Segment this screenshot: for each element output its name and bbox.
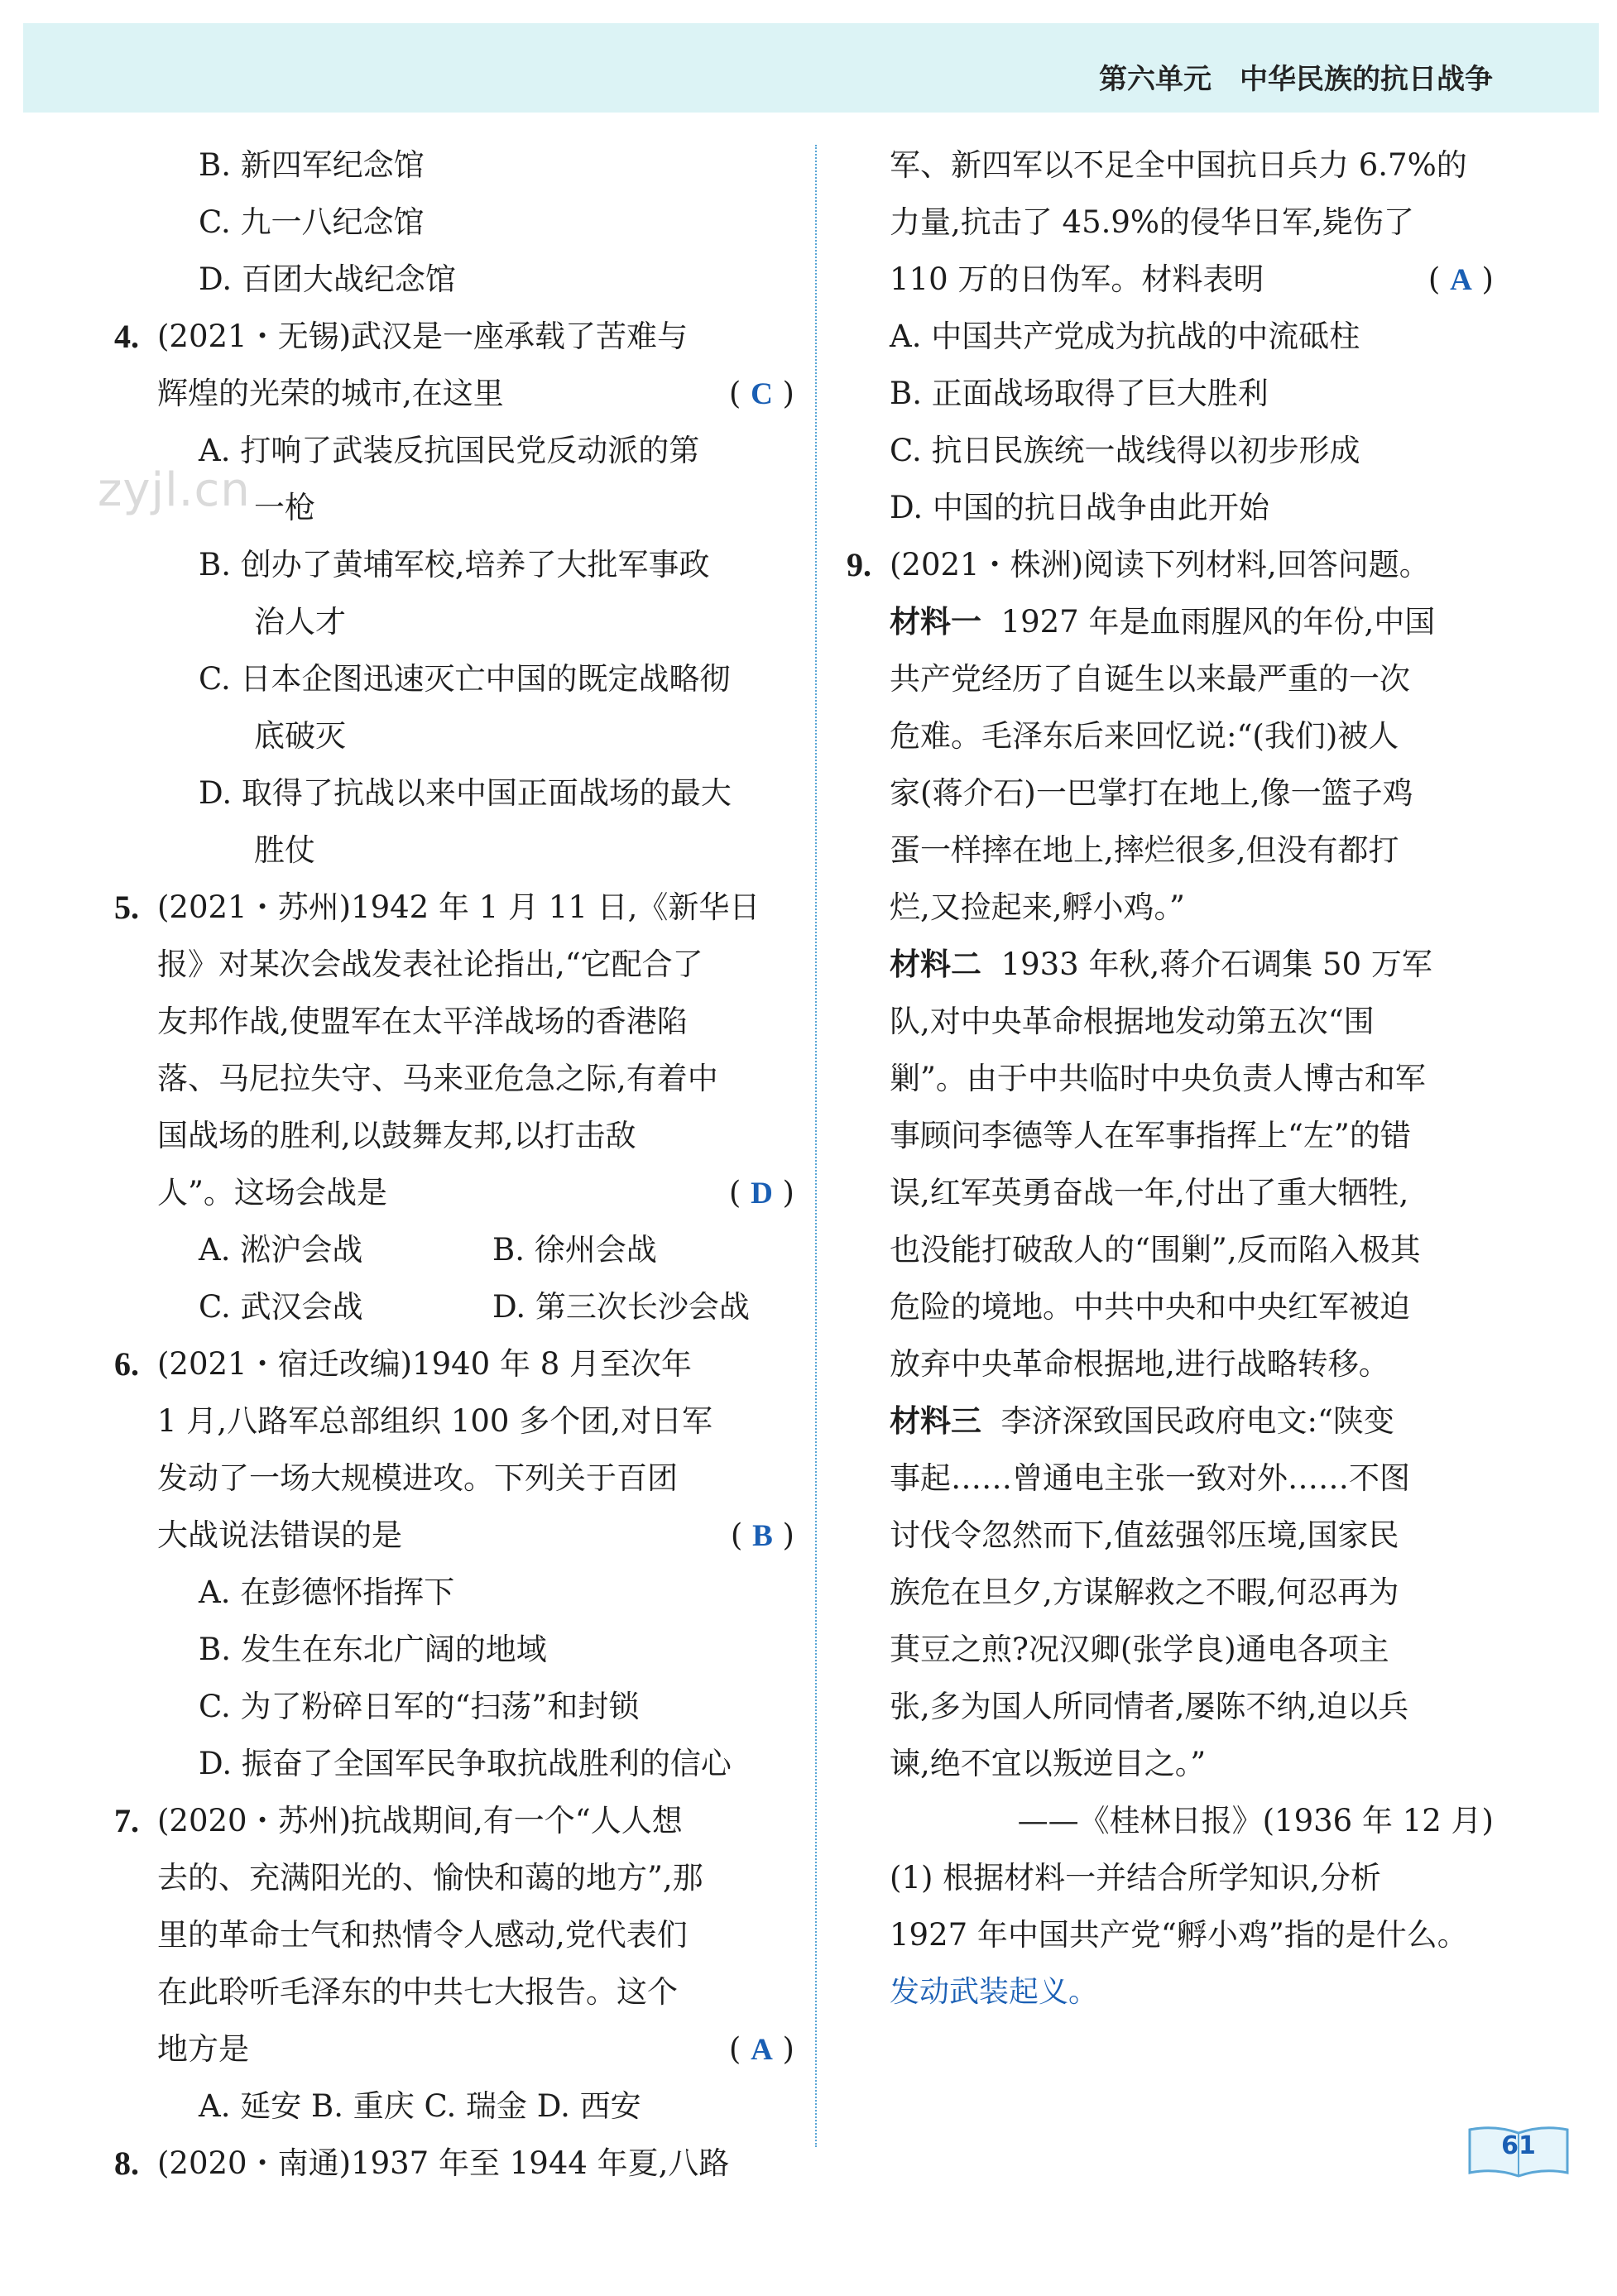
q8-number: 8. [114, 2145, 139, 2182]
q5-options-cd: C. 武汉会战 D. 第三次长沙会战 [199, 1289, 750, 1325]
material-1-label: 材料一 [890, 603, 981, 640]
q4-option-c-cont: 底破灭 [254, 718, 346, 754]
material-2-label: 材料二 [890, 946, 981, 982]
q7-line-5: 地方是 ( A ) [157, 2020, 794, 2078]
q4-answer: ( C ) [728, 376, 794, 411]
q7-line-4: 在此聆听毛泽东的中共七大报告。这个 [157, 1974, 678, 2010]
q4-line-2: 辉煌的光荣的城市,在这里 ( C ) [157, 365, 794, 422]
q7-line-3: 里的革命士气和热情令人感动,党代表们 [157, 1917, 688, 1953]
q9-sub1-answer: 发动武装起义。 [890, 1975, 1099, 2009]
q7-line-2: 去的、充满阳光的、愉快和蔼的地方”,那 [157, 1860, 703, 1896]
material-2-line-1: 材料二 1933 年秋,蒋介石调集 50 万军 [890, 946, 1432, 982]
q7-options: A. 延安 B. 重庆 C. 瑞金 D. 西安 [199, 2088, 641, 2124]
page-number: 61 [1501, 2131, 1536, 2160]
unit-title: 中华民族的抗日战争 [1240, 63, 1493, 96]
q9-sub1-line-1: (1) 根据材料一并结合所学知识,分析 [890, 1860, 1381, 1896]
q8-line-1: 8. (2020・南通)1937 年至 1944 年夏,八路 [157, 2135, 794, 2192]
q5-answer: ( D ) [728, 1175, 794, 1210]
q3-option-d: D. 百团大战纪念馆 [199, 261, 456, 297]
material-1-line-2: 共产党经历了自诞生以来最严重的一次 [890, 661, 1410, 697]
left-column [114, 137, 794, 2192]
material-1-line-5: 蛋一样摔在地上,摔烂很多,但没有都打 [890, 832, 1399, 868]
unit-header [1099, 56, 1493, 97]
q5-line-6: 人”。这场会战是 ( D ) [157, 1164, 794, 1221]
q4-option-a-cont: 一枪 [254, 490, 315, 525]
q6-number: 6. [114, 1345, 139, 1383]
material-3-source: ——《桂林日报》(1936 年 12 月) [1017, 1803, 1494, 1838]
q6-option-d: D. 振奋了全国军民争取抗战胜利的信心 [199, 1746, 732, 1781]
q4-option-d: D. 取得了抗战以来中国正面战场的最大 [199, 775, 732, 811]
unit-number: 第六单元 [1099, 63, 1212, 96]
q3-option-c: C. 九一八纪念馆 [199, 204, 425, 240]
material-3-line-7: 谏,绝不宜以叛逆目之。” [890, 1746, 1207, 1781]
q4-option-a: A. 打响了武装反抗国民党反动派的第 [199, 433, 700, 468]
q4-number: 4. [114, 318, 139, 355]
q7-number: 7. [114, 1802, 139, 1839]
q9-sub1-line-2: 1927 年中国共产党“孵小鸡”指的是什么。 [890, 1917, 1468, 1953]
watermark-logo: zyjl.cn [98, 463, 251, 517]
material-1-line-3: 危难。毛泽东后来回忆说:“(我们)被人 [890, 718, 1399, 754]
q8-option-a: A. 中国共产党成为抗战的中流砥柱 [890, 319, 1360, 354]
q6-option-a: A. 在彭德怀指挥下 [199, 1575, 455, 1610]
q6-line-3: 发动了一场大规模进攻。下列关于百团 [157, 1460, 678, 1496]
material-3-line-5: 萁豆之煎?况汉卿(张学良)通电各项主 [890, 1632, 1389, 1667]
material-2-line-7: 危险的境地。中共中央和中央红军被迫 [890, 1289, 1410, 1325]
q8-line-4: 110 万的日伪军。材料表明 ( A ) [890, 251, 1494, 308]
material-2-line-2: 队,对中央革命根据地发动第五次“围 [890, 1004, 1375, 1039]
q4-option-b: B. 创办了黄埔军校,培养了大批军事政 [199, 547, 710, 582]
q4-line-1: 4. (2021・无锡)武汉是一座承载了苦难与 [157, 308, 794, 365]
material-1-line-4: 家(蒋介石)一巴掌打在地上,像一篮子鸡 [890, 775, 1413, 811]
q6-line-4: 大战说法错误的是 ( B ) [157, 1507, 794, 1564]
q5-line-5: 国战场的胜利,以鼓舞友邦,以打击敌 [157, 1118, 636, 1153]
material-1-line-1: 材料一 1927 年是血雨腥风的年份,中国 [890, 603, 1436, 640]
q5-options-ab: A. 淞沪会战 B. 徐州会战 [199, 1232, 657, 1268]
q5-line-1: 5. (2021・苏州)1942 年 1 月 11 日,《新华日 [157, 879, 794, 936]
q4-option-d-cont: 胜仗 [254, 832, 315, 868]
q6-option-c: C. 为了粉碎日军的“扫荡”和封锁 [199, 1689, 640, 1724]
material-3-line-3: 讨伐令忽然而下,值兹强邻压境,国家民 [890, 1517, 1399, 1553]
q6-line-1: 6. (2021・宿迁改编)1940 年 8 月至次年 [157, 1335, 794, 1392]
column-divider [815, 145, 817, 2147]
q6-answer: ( B ) [730, 1517, 794, 1553]
q6-line-2: 1 月,八路军总部组织 100 多个团,对日军 [157, 1403, 713, 1439]
q5-line-3: 友邦作战,使盟军在太平洋战场的香港陷 [157, 1004, 688, 1039]
material-3-line-4: 族危在旦夕,方谋解救之不暇,何忍再为 [890, 1575, 1399, 1610]
material-3-label: 材料三 [890, 1402, 981, 1439]
q8-option-c: C. 抗日民族统一战线得以初步形成 [890, 433, 1360, 468]
q7-answer: ( A ) [728, 2031, 794, 2067]
q4-option-b-cont: 治人才 [254, 604, 346, 640]
q8-answer: ( A ) [1427, 261, 1494, 297]
q8-option-b: B. 正面战场取得了巨大胜利 [890, 376, 1269, 411]
q9-number: 9. [847, 546, 871, 583]
material-3-line-1: 材料三 李济深致国民政府电文:“陕变 [890, 1402, 1394, 1439]
q8-option-d: D. 中国的抗日战争由此开始 [890, 490, 1269, 525]
material-3-line-6: 张,多为国人所同情者,屡陈不纳,迫以兵 [890, 1689, 1409, 1724]
q5-line-2: 报》对某次会战发表社论指出,“它配合了 [157, 947, 703, 982]
material-2-line-5: 误,红军英勇奋战一年,付出了重大牺牲, [890, 1175, 1409, 1210]
material-2-line-3: 剿”。由于中共临时中央负责人博古和军 [890, 1061, 1426, 1096]
material-2-line-8: 放弃中央革命根据地,进行战略转移。 [890, 1346, 1389, 1382]
page-number-badge [1465, 2123, 1572, 2181]
q6-option-b: B. 发生在东北广阔的地域 [199, 1632, 547, 1667]
q9-line-1: 9. (2021・株洲)阅读下列材料,回答问题。 [890, 536, 1494, 593]
material-3-line-2: 事起……曾通电主张一致对外……不图 [890, 1460, 1410, 1496]
q8-line-3: 力量,抗击了 45.9%的侵华日军,毙伤了 [890, 204, 1414, 240]
q7-line-1: 7. (2020・苏州)抗战期间,有一个“人人想 [157, 1792, 794, 1849]
material-2-line-6: 也没能打破敌人的“围剿”,反而陷入极其 [890, 1232, 1421, 1268]
right-column [847, 137, 1494, 2020]
q5-number: 5. [114, 889, 139, 926]
q5-line-4: 落、马尼拉失守、马来亚危急之际,有着中 [157, 1061, 718, 1096]
q8-line-2: 军、新四军以不足全中国抗日兵力 6.7%的 [890, 147, 1467, 183]
material-1-line-6: 烂,又捡起来,孵小鸡。” [890, 889, 1185, 925]
q4-option-c: C. 日本企图迅速灭亡中国的既定战略彻 [199, 661, 731, 697]
q3-option-b: B. 新四军纪念馆 [199, 147, 425, 183]
material-2-line-4: 事顾问李德等人在军事指挥上“左”的错 [890, 1118, 1411, 1153]
